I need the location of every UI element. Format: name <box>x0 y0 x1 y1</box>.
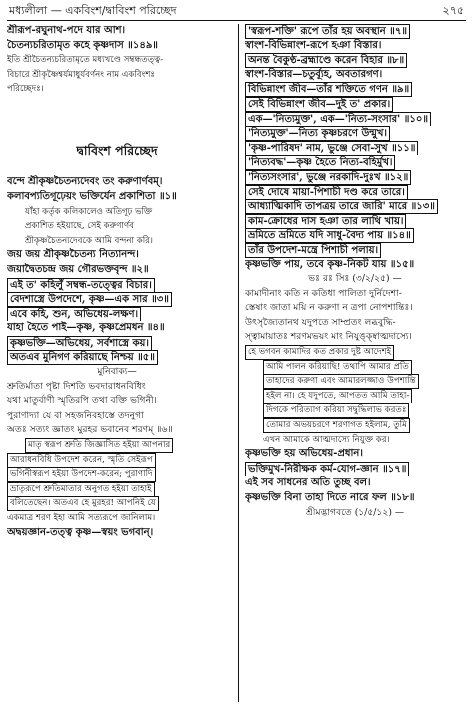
text-line <box>245 53 465 68</box>
text-line <box>7 394 227 409</box>
line-text: একমাত্র শরণ ইহা আমি সত্যরূপে জানিলাম। <box>7 513 156 523</box>
text-line <box>245 360 465 375</box>
line-text: এই সব সাধনের অতি তুচ্ছ বল। <box>245 477 371 489</box>
text-line <box>245 476 465 491</box>
text-line <box>245 506 465 521</box>
text-line <box>245 345 465 360</box>
line-text: জয়াদ্বৈতচন্দ্র জয় গৌরভক্তবৃন্দ ॥২॥ <box>7 263 149 275</box>
line-text: স্বাংশ-বিভিন্নাংশ-রূপে হঞা বিস্তার। <box>245 39 382 51</box>
text-line <box>245 374 465 389</box>
line-text: মুনিবাক্য— <box>97 366 137 378</box>
line-text: পরিচ্ছেদঃ। <box>7 84 44 95</box>
line-text: স্ত্বামায়াতঃ শরণমভয়ং মাং নিযুঙ্ক্ষ্বাত্মদাস্যে। <box>245 331 412 343</box>
line-text: যাহা হৈতে পাই—কৃষ্ণ, কৃষ্ণপ্রেমধন ॥৪॥ <box>7 322 165 334</box>
text-line <box>245 287 465 302</box>
text-line <box>7 467 227 482</box>
line-text: শ্রীকৃষ্ণচৈতন্যদেবকে আমি বন্দনা করি। <box>25 235 153 246</box>
text-line <box>245 112 465 127</box>
line-text: চৈতন্যচরিতামৃত কহে কৃষ্ণদাস ॥১৪৯॥ <box>7 39 158 51</box>
text-line <box>245 228 465 243</box>
text-line <box>7 336 227 351</box>
line-text: দিগকে পরিত্যাগ করিয়া সদ্বুদ্ধিলাভ করতঃ <box>263 403 409 418</box>
line-text: যথা মাতুর্বাণী স্মৃতিরপি তথা বক্তি ভগিনী। <box>7 395 157 407</box>
text-line <box>245 447 465 462</box>
running-title: মধ্যলীলা — একবিংশ/দ্বাবিংশ পরিচ্ছেদ <box>9 4 177 17</box>
line-text: স্তেষাং জাতা ময়ি ন করুণা ন ত্রপা নোপশান্তিঃ। <box>245 302 413 314</box>
text-line <box>7 39 227 54</box>
text-line <box>245 170 465 185</box>
text-line <box>7 409 227 424</box>
blank-line <box>7 126 227 141</box>
line-text: তাঁর উপদেশ-মন্ত্রে পিশাচী পলায়। <box>245 243 381 258</box>
line-text: 'নিত্যবদ্ধ'—কৃষ্ণ হৈতে নিত্য-বহির্মুখ। <box>245 155 395 170</box>
text-line <box>245 24 465 39</box>
text-line <box>7 190 227 205</box>
text-line <box>7 205 227 220</box>
line-text: ভক্তিমুখ-নিরীক্ষক কর্ম-যোগ-জ্ঞান ॥১৭॥ <box>245 462 409 477</box>
line-text: সেই বিভিন্নাংশ জীব—দুই ত' প্রকার। <box>245 97 393 112</box>
line-text: অদ্বয়জ্ঞান-তত্ত্ব কৃষ্ণ—স্বয়ং ভগবান্। <box>7 526 154 538</box>
header-rule <box>7 20 466 21</box>
line-text: এখন আমাকে আত্মদাস্যে নিযুক্ত কর। <box>263 434 390 445</box>
text-line <box>245 418 465 433</box>
line-text: 'কৃষ্ণ-পারিষদ' নাম, ভুঞ্জে সেবা-সুখ ॥১১॥ <box>245 141 418 156</box>
text-line <box>7 82 227 97</box>
text-line <box>245 330 465 345</box>
text-line <box>245 433 465 448</box>
line-text: হে ভগবন কামাদির কত প্রকার দুষ্ট আদেশই <box>245 345 394 360</box>
line-text: আরাধনবিধি উপদেশ করেন, স্মৃতি সেইরূপ <box>7 453 156 468</box>
line-text: আধ্যাত্মিকাদি তাপত্রয় তারে জারি' মারে ॥১৩॥ <box>245 199 438 214</box>
line-text: বিচারে শ্রীকৃষ্ণৈশ্বর্যমাধুর্যবর্ণনং নাম একবিংশঃ <box>7 69 156 80</box>
text-line <box>7 380 227 395</box>
text-line <box>7 365 227 380</box>
line-text: বন্দে শ্রীকৃষ্ণচৈতন্যদেবং তং করুণার্ণবম্। <box>7 176 163 188</box>
text-line <box>7 24 227 39</box>
line-text: অতএব মুনিগণ করিয়াছে নিশ্চয় ॥৫॥ <box>7 350 158 365</box>
line-text: সেই দোষে মায়া-পিশাচী দণ্ড করে তারে। <box>245 185 408 200</box>
text-line <box>245 301 465 316</box>
text-line <box>245 82 465 97</box>
line-text: এক—'নিত্যমুক্ত', এক—'নিত্য-সংসার' ॥১০॥ <box>245 112 431 127</box>
text-line <box>7 482 227 497</box>
column-divider <box>238 24 239 702</box>
text-line <box>7 511 227 526</box>
line-text: 'নিত্যসংসার', ভুঞ্জে নরকাদি-দুঃখ ॥১২॥ <box>245 170 411 185</box>
text-line <box>7 307 227 322</box>
blank-line <box>7 97 227 112</box>
left-column <box>7 24 227 702</box>
text-line <box>7 234 227 249</box>
text-line <box>7 453 227 468</box>
text-line <box>245 68 465 83</box>
text-line <box>245 39 465 54</box>
right-column <box>245 24 465 702</box>
blank-line <box>7 161 227 176</box>
text-line <box>7 219 227 234</box>
text-line <box>245 126 465 141</box>
line-text: স্বাংশ-বিস্তার—চতুর্ব্যূহ, অবতারগণ। <box>245 68 383 80</box>
line-text: কাম-ক্রোধের দাস হঞা তার লাথি খায়। <box>245 214 406 229</box>
line-text: পুরাণাদ্যা যে বা সহজনিবহাস্তে তদনুগা <box>7 409 144 421</box>
text-line <box>245 214 465 229</box>
text-line <box>245 155 465 170</box>
line-text: ভ্রমিতে ভ্রমিতে যদি সাধু-বৈদ্য পায় ॥১৪॥ <box>245 228 414 243</box>
line-text: ভগিনীস্বরূপ হইয়া উপদেশ-করেন; পুরাণাদি <box>7 467 156 482</box>
line-text: তাহাদের করুণা এবং আমারলজ্জাও উপশান্তি <box>263 374 419 389</box>
text-line <box>245 462 465 477</box>
page-number: ২৭৫ <box>442 4 464 17</box>
line-text: কৃষ্ণভক্তি পায়, তবে কৃষ্ণ-নিকট যায় ॥১৫॥ <box>245 258 415 270</box>
text-line <box>245 316 465 331</box>
line-text: বিভিন্নাংশ জীব—তাঁর শক্তিতে গণন ॥৯॥ <box>245 82 412 97</box>
text-line <box>245 389 465 404</box>
text-line <box>245 491 465 506</box>
line-text: আমি পালন করিয়াছি! তথাপি আমার প্রতি <box>263 360 412 375</box>
line-text: বেদশাস্ত্রে উপদেশে, কৃষ্ণ—এক সার ॥৩॥ <box>7 292 172 307</box>
line-text: কামাদীনাং কতি ন কতিধা পালিতা দুর্নিদেশা- <box>245 287 402 299</box>
line-text: 'স্বরূপ-শক্তি' রূপে তাঁর হয় অবস্থান ॥৭॥ <box>245 24 410 39</box>
line-text: এবে কহি, শুন, অভিধেয়-লক্ষণ। <box>7 307 141 322</box>
text-line <box>7 321 227 336</box>
line-text: শ্রুতির্মাতা পৃষ্টা দিশতি ভবদারাধনবিধিং <box>7 380 146 392</box>
text-line <box>245 403 465 418</box>
text-line <box>7 68 227 83</box>
line-text: বলিতেছেন। অতএব হে মুরহর! আপনিই যে <box>7 496 159 511</box>
line-text: অনন্ত বৈকুণ্ঠ-ব্রহ্মাণ্ডে করেন বিহার ॥৮॥ <box>245 53 407 68</box>
text-line <box>7 278 227 293</box>
text-line <box>7 175 227 190</box>
text-line <box>7 438 227 453</box>
line-text: কৃষ্ণভক্তি হয় অভিধেয়-প্রধান। <box>245 448 363 460</box>
line-text: কৃষ্ণভক্তি—অভিধেয়, সর্বশাস্ত্রে কয়। <box>7 336 152 351</box>
text-line <box>7 248 227 263</box>
line-text: যাঁহা কর্তৃক কলিকালেও অতিগূঢ় ভক্তি <box>25 206 153 217</box>
line-text: শ্রীরূপ-রঘুনাথ-পদে যার আশ। <box>7 25 126 36</box>
line-text: জয় জয় শ্রীকৃষ্ণচৈতন্য নিত্যানন্দ। <box>7 249 139 261</box>
line-text: 'নিত্যমুক্ত'—নিত্য কৃষ্ণচরণে উন্মুখ। <box>245 126 390 141</box>
text-line <box>7 292 227 307</box>
line-text: কৃষ্ণভক্তি বিনা তাহা দিতে নারে ফল ॥১৮॥ <box>245 492 415 503</box>
text-line <box>7 423 227 438</box>
text-line <box>7 53 227 68</box>
line-text: হইল না। হে যদুপতে, আপতত আমি তাহা- <box>263 389 412 404</box>
line-text: উৎসৃজ্যৈতানথ যদুপতে সাম্প্রতং লব্ধবুদ্ধি- <box>245 316 396 328</box>
text-line <box>245 141 465 156</box>
line-text: তোমার অভয়চরণে শরণাগত হইলাম, তুমি <box>263 418 410 433</box>
line-text: শ্রীমদ্ভাগবতে (১/৫/১২) — <box>305 506 405 518</box>
line-text: মাতৃ স্বরূপ শ্রুতি জিজ্ঞাসিত হইয়া আপনার <box>25 438 173 453</box>
text-line <box>245 258 465 273</box>
chapter-heading <box>7 141 227 161</box>
line-text: অতঃ সত্যং জ্ঞাতং মুরহর ভবানেব শরণম্ ॥৬॥ <box>7 424 173 436</box>
line-text: ভ্রাতৃরূপে শ্রুতিমাতার অনুগত হইয়া তাহাই <box>7 482 155 497</box>
text-line <box>245 199 465 214</box>
text-line <box>245 272 465 287</box>
line-text: প্রকাশিত হইয়াছে, সেই করুণার্ণব <box>25 221 134 232</box>
line-text: এই ত' কহিলুঁ সম্বন্ধ-তত্ত্বের বিচার। <box>7 278 155 293</box>
text-line <box>7 526 227 541</box>
line-text: দ্বাবিংশ পরিচ্ছেদ <box>76 142 158 158</box>
text-line <box>245 243 465 258</box>
text-line <box>245 185 465 200</box>
text-line <box>245 97 465 112</box>
line-text: ইতি শ্রীচৈতন্যচরিতামৃতে মধ্যখণ্ডে সম্বন্ধতত্ত্ব- <box>7 55 164 66</box>
text-line <box>7 350 227 365</box>
text-line <box>7 263 227 278</box>
text-line <box>7 496 227 511</box>
blank-line <box>7 112 227 127</box>
line-text: কলাবপ্যতিগূঢ়েয়ং ভক্তির্যেন প্রকাশিতা ॥১॥ <box>7 190 177 202</box>
page-header <box>7 3 466 19</box>
line-text: ভঃ রঃ সিঃ (৩/২/২৫) — <box>308 273 402 285</box>
